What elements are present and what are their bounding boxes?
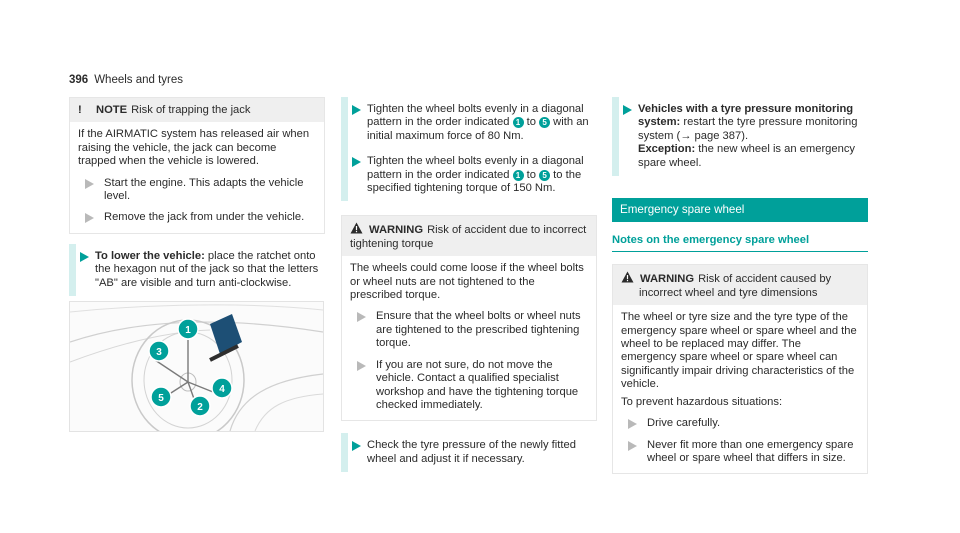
arrow-icon: [623, 105, 632, 115]
warning-keyword: WARNING: [640, 273, 695, 286]
arrow-icon: [357, 361, 366, 371]
arrow-icon: [352, 441, 361, 451]
warning-header: [613, 265, 867, 305]
column-2: [341, 97, 597, 472]
step-text: restart the tyre pressure monitoring system (→ page 387).: [638, 116, 858, 142]
step-text: place the ratchet onto the hexagon nut of the jack so that the letters "AB" are visible and turn anti-clockwise.: [95, 249, 319, 289]
column-3: [612, 97, 868, 474]
warning-step: [621, 417, 859, 430]
callout-1-badge: 1: [513, 170, 524, 181]
arrow-icon: [352, 157, 361, 167]
step-text: with an initial maximum force of 80 Nm.: [367, 116, 589, 142]
column-1: [69, 97, 325, 296]
warning-triangle-icon: [350, 222, 363, 234]
page-header: [69, 74, 183, 87]
warning-step: [350, 359, 588, 413]
lower-vehicle-step: [69, 244, 325, 296]
warning-step: [621, 439, 859, 466]
arrow-icon: [628, 441, 637, 451]
note-box: [69, 97, 325, 234]
warning-keyword: WARNING: [369, 224, 424, 237]
arrow-icon: [628, 419, 637, 429]
warning-text: To prevent hazardous situations:: [621, 395, 783, 408]
exception-label: Exception:: [638, 143, 696, 156]
warning-text: The wheel or tyre size and the tyre type of the emergency spare wheel or spare wheel and the wheel to be replaced may differ. The emergency spare wheel or spare wheel can significantly impair driving characteristics of the vehicle.: [621, 311, 857, 391]
warning-title: Risk of accident caused by incorrect wheel and tyre dimensions: [639, 273, 832, 299]
note-header: [70, 98, 324, 122]
warning-step-text: If you are not sure, do not move the vehicle. Contact a qualified specialist workshop and have the tightening torque checked immediately.: [376, 358, 579, 411]
page-number: 396: [69, 74, 89, 86]
wheel-illustration: [69, 301, 324, 432]
tpms-step: [612, 97, 868, 176]
warning-header: [342, 216, 596, 256]
warning-step-text: Drive carefully.: [647, 417, 721, 430]
note-body: [70, 122, 324, 232]
bolt-label-3: 3: [156, 347, 162, 358]
bolt-label-4: 4: [219, 384, 225, 395]
wheel-bolt-order-diagram: [70, 302, 323, 431]
callout-5-badge: 5: [539, 117, 550, 128]
warning-step-text: Ensure that the wheel bolts or wheel nuts are tightened to the prescribed tightening torque.: [376, 310, 581, 350]
callout-1-badge: 1: [513, 117, 524, 128]
check-pressure-step: [341, 433, 597, 472]
warning-step-text: Never fit more than one emergency spare wheel or spare wheel that differs in size.: [647, 438, 854, 464]
warning-step: [350, 310, 588, 350]
bolt-label-1: 1: [185, 325, 191, 336]
warning-box: [341, 215, 597, 421]
step-text: to the specified tightening torque of 150 Nm.: [367, 168, 582, 195]
exception-text: the new wheel is an emergency spare wheel.: [638, 143, 856, 169]
section-title: Emergency spare wheel: [612, 198, 868, 222]
subheading: Notes on the emergency spare wheel: [612, 234, 868, 252]
bolt-label-5: 5: [158, 393, 164, 404]
note-keyword: NOTE: [96, 104, 128, 116]
callout-5-badge: 5: [539, 170, 550, 181]
note-step-text: Remove the jack from under the vehicle.: [104, 211, 305, 224]
arrow-icon: [85, 179, 94, 189]
warning-text: The wheels could come loose if the wheel bolts or wheel nuts are not tightened to the prescribed torque.: [350, 262, 584, 302]
note-text: If the AIRMATIC system has released air when raising the vehicle, the jack can become trapped when the vehicle is lowered.: [78, 128, 310, 168]
step-text: Tighten the wheel bolts evenly in a diagonal pattern in the order indicated: [367, 103, 584, 129]
step-text: to: [523, 116, 540, 129]
arrow-icon: [352, 105, 361, 115]
warning-title: Risk of accident due to incorrect tightening torque: [350, 224, 587, 250]
arrow-icon: [85, 213, 94, 223]
exclamation-icon: !: [78, 104, 82, 116]
step-text: Tighten the wheel bolts evenly in a diagonal pattern in the order indicated: [367, 155, 584, 181]
bolt-label-2: 2: [197, 402, 203, 413]
note-step: [78, 177, 316, 204]
step-text: Check the tyre pressure of the newly fitted wheel and adjust it if necessary.: [367, 439, 576, 465]
arrow-icon: [357, 312, 366, 322]
note-step-text: Start the engine. This adapts the vehicle level.: [104, 176, 304, 203]
tighten-step-1: [341, 97, 597, 149]
warning-triangle-icon: [621, 271, 634, 283]
step-text: to: [523, 168, 540, 181]
warning-body: [342, 256, 596, 420]
tighten-step-2: [341, 149, 597, 201]
step-bold: To lower the vehicle:: [95, 249, 205, 262]
note-step: [78, 211, 316, 224]
note-title: Risk of trapping the jack: [131, 104, 251, 116]
section-name: Wheels and tyres: [94, 74, 184, 86]
warning-body: [613, 305, 867, 473]
warning-box: [612, 264, 868, 474]
arrow-icon: [80, 252, 89, 262]
step-bold: Vehicles with a tyre pressure monitoring system:: [638, 103, 854, 129]
